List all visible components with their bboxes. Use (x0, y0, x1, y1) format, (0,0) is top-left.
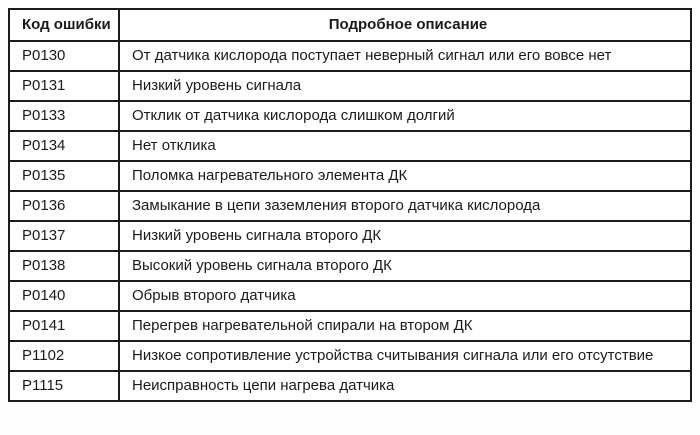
table-row (9, 221, 691, 251)
table-header-row (9, 9, 691, 41)
column-header-code: Код ошибки (9, 9, 119, 41)
error-code: P0141 (9, 311, 119, 341)
table-row (9, 251, 691, 281)
error-code: P0136 (9, 191, 119, 221)
error-code: P0134 (9, 131, 119, 161)
error-description: Низкий уровень сигнала второго ДК (119, 221, 691, 251)
table-row (9, 281, 691, 311)
error-description: Нет отклика (119, 131, 691, 161)
error-code: P1115 (9, 371, 119, 401)
table-row (9, 41, 691, 71)
error-description: Отклик от датчика кислорода слишком долгий (119, 101, 691, 131)
table-row (9, 191, 691, 221)
table-row (9, 101, 691, 131)
error-code: P0135 (9, 161, 119, 191)
table-row (9, 131, 691, 161)
table-row (9, 311, 691, 341)
table-row (9, 371, 691, 401)
error-code: P0140 (9, 281, 119, 311)
column-header-description: Подробное описание (119, 9, 691, 41)
error-description: Поломка нагревательного элемента ДК (119, 161, 691, 191)
error-description: Высокий уровень сигнала второго ДК (119, 251, 691, 281)
error-code: P0130 (9, 41, 119, 71)
error-code: P1102 (9, 341, 119, 371)
table-row (9, 341, 691, 371)
error-description: Низкий уровень сигнала (119, 71, 691, 101)
error-code: P0131 (9, 71, 119, 101)
error-code: P0133 (9, 101, 119, 131)
table-row (9, 161, 691, 191)
error-code-table (8, 8, 692, 402)
error-description: Замыкание в цепи заземления второго датчика кислорода (119, 191, 691, 221)
error-description: Низкое сопротивление устройства считывания сигнала или его отсутствие (119, 341, 691, 371)
error-code: P0138 (9, 251, 119, 281)
error-code: P0137 (9, 221, 119, 251)
error-description: От датчика кислорода поступает неверный сигнал или его вовсе нет (119, 41, 691, 71)
table-row (9, 71, 691, 101)
error-description: Неисправность цепи нагрева датчика (119, 371, 691, 401)
error-description: Обрыв второго датчика (119, 281, 691, 311)
error-description: Перегрев нагревательной спирали на втором ДК (119, 311, 691, 341)
